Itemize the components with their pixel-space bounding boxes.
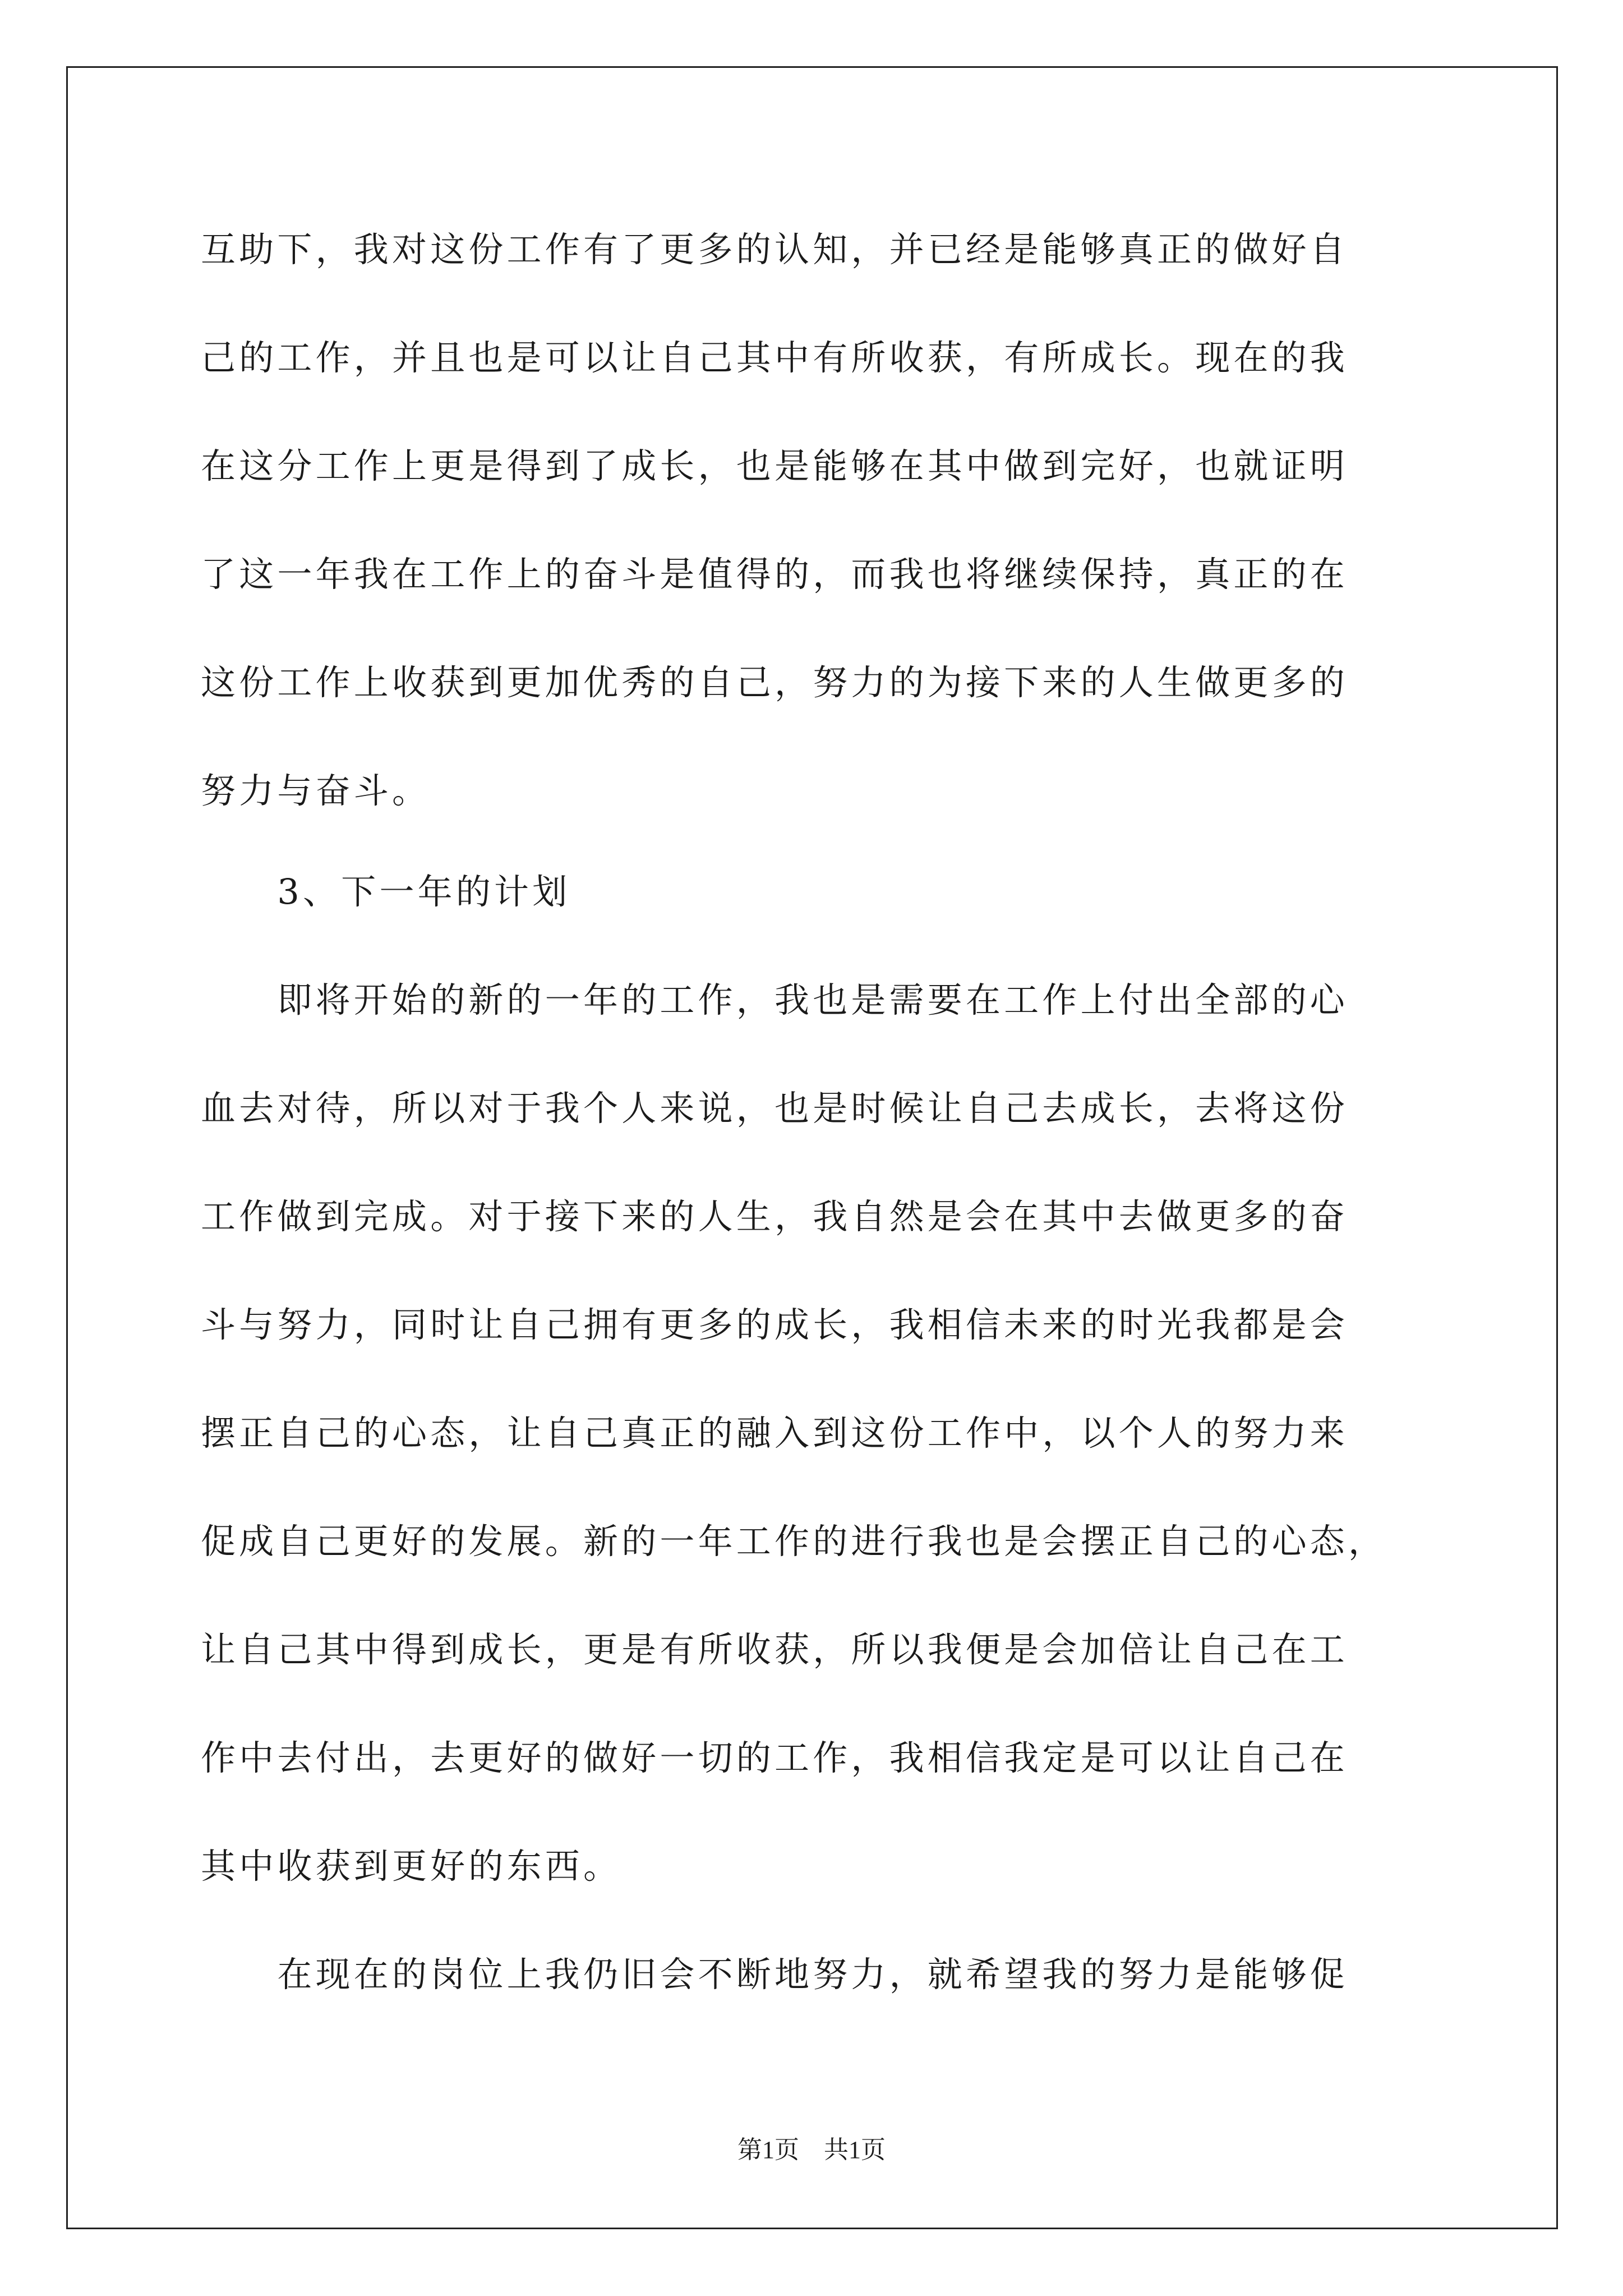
text-line: 在这分工作上更是得到了成长，也是能够在其中做到完好，也就证明 <box>201 445 1349 486</box>
section-heading: 3、下一年的计划 <box>201 871 571 912</box>
page-border <box>66 66 1558 2229</box>
text-line: 在现在的岗位上我仍旧会不断地努力，就希望我的努力是能够促 <box>201 1954 1349 1995</box>
text-line: 己的工作，并且也是可以让自己其中有所收获，有所成长。现在的我 <box>201 337 1349 378</box>
text-line: 摆正自己的心态，让自己真正的融入到这份工作中，以个人的努力来 <box>201 1412 1349 1453</box>
text-line: 这份工作上收获到更加优秀的自己，努力的为接下来的人生做更多的 <box>201 662 1349 703</box>
text-line: 作中去付出，去更好的做好一切的工作，我相信我定是可以让自己在 <box>201 1737 1349 1778</box>
text-line: 斗与努力，同时让自己拥有更多的成长，我相信未来的时光我都是会 <box>201 1304 1349 1345</box>
text-line: 即将开始的新的一年的工作，我也是需要在工作上付出全部的心 <box>201 979 1349 1020</box>
text-line: 了这一年我在工作上的奋斗是值得的，而我也将继续保持，真正的在 <box>201 554 1349 595</box>
text-line: 工作做到完成。对于接下来的人生，我自然是会在其中去做更多的奋 <box>201 1196 1349 1237</box>
text-line: 其中收获到更好的东西。 <box>201 1846 622 1887</box>
text-line: 努力与奋斗。 <box>201 770 431 811</box>
text-line: 促成自己更好的发展。新的一年工作的进行我也是会摆正自己的心态， <box>201 1521 1387 1562</box>
page-number: 第1页 共1页 <box>737 2136 886 2164</box>
text-line: 让自己其中得到成长，更是有所收获，所以我便是会加倍让自己在工 <box>201 1629 1349 1670</box>
text-line: 互助下，我对这份工作有了更多的认知，并已经是能够真正的做好自 <box>201 229 1349 270</box>
text-line: 血去对待，所以对于我个人来说，也是时候让自己去成长，去将这份 <box>201 1088 1349 1129</box>
